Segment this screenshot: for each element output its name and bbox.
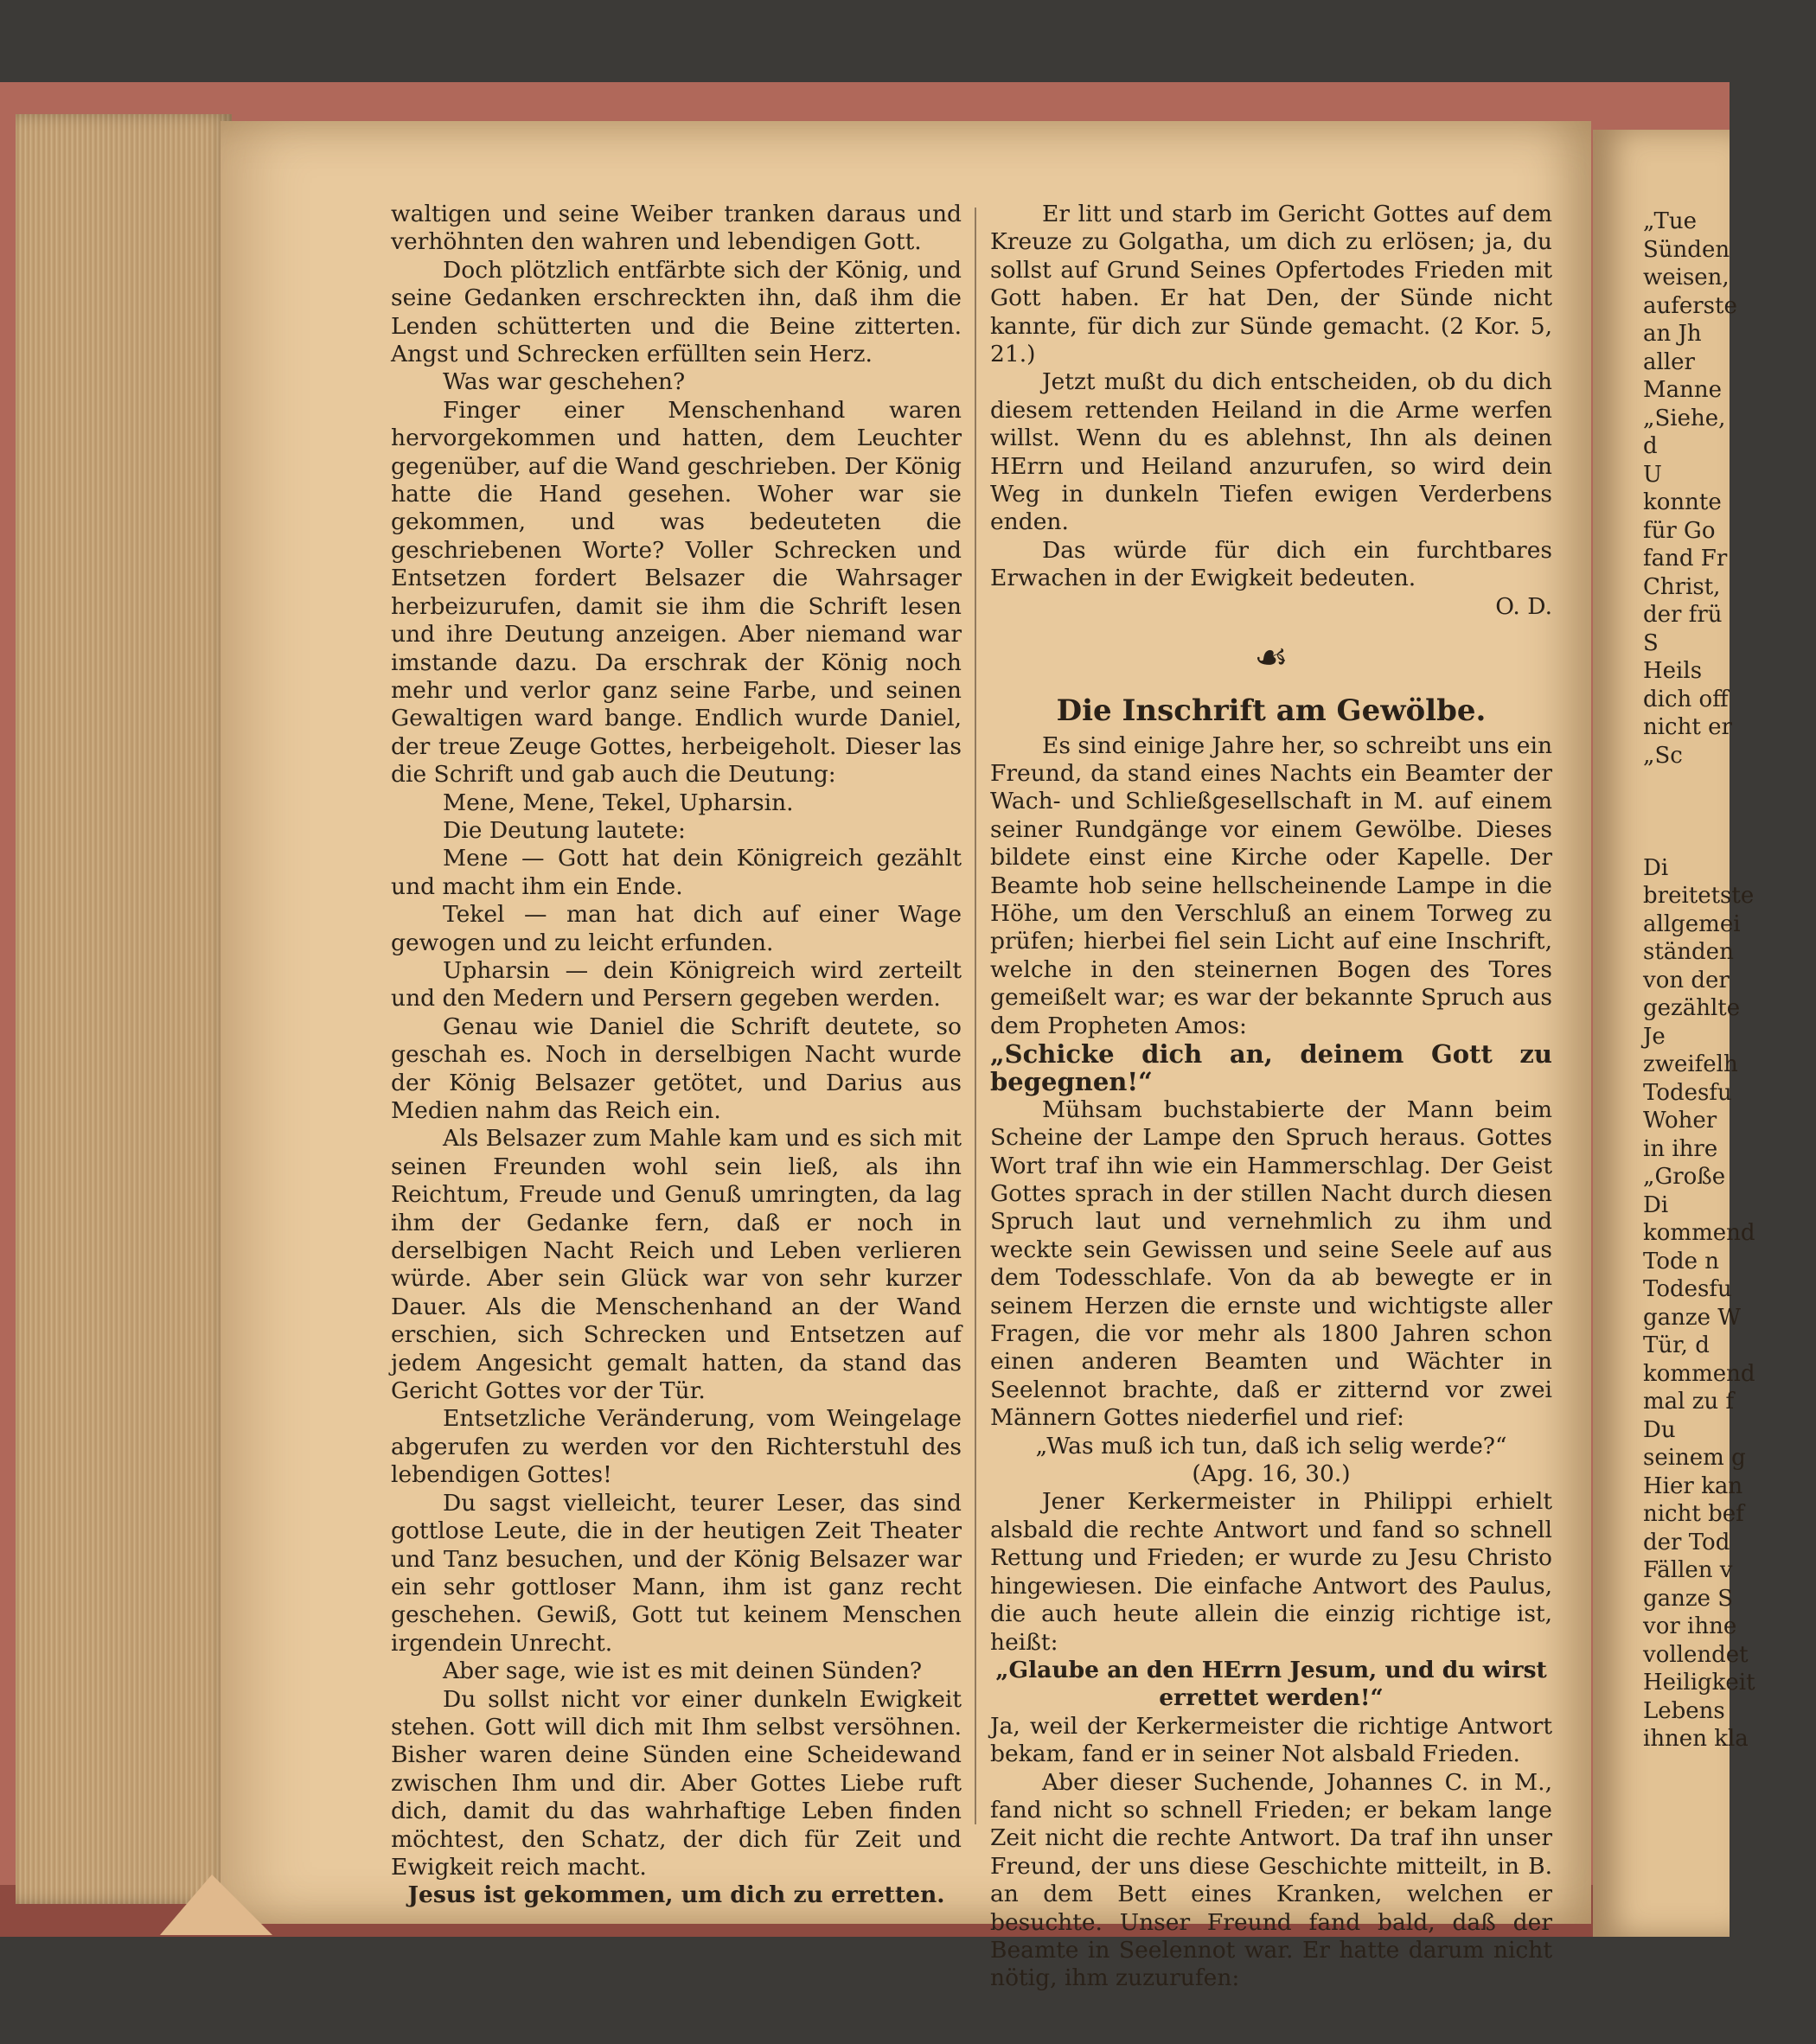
next-page-line: fand Fr [1643,546,1728,572]
left-column-paragraph: Upharsin — dein Königreich wird zerteilt und den Medern und Persern gegeben werden. [391,956,962,1012]
next-page-line: „Große [1643,1164,1726,1190]
next-page-line: aller [1643,348,1695,375]
next-page-line: ganze S [1643,1585,1734,1612]
next-page-line: „Sc [1643,742,1683,769]
next-page-line: ganze W [1643,1304,1741,1331]
left-column-paragraph: waltigen und seine Weiber tranken daraus und verhöhnten den wahren und lebendigen Gott. [391,201,962,256]
next-page-line: Di [1643,1191,1669,1218]
next-page-line: Todesfu [1643,1079,1732,1106]
next-page-line: dich off [1643,686,1729,712]
next-page-line: S [1643,629,1659,656]
left-column-paragraph: Doch plötzlich entfärbte sich der König, und seine Gedanken erschreckten ihn, daß ihm die Lenden schütterten und die Beine zitterten. Angst und Schrecken erfüllten sein Herz. [391,256,962,368]
next-page-line: Christ, [1643,573,1721,600]
signature: O. D. [1495,592,1552,620]
next-page-line: von der [1643,967,1730,993]
next-page-line: Du [1643,1416,1676,1443]
next-page-line: gezählte [1643,995,1741,1021]
next-page-line [1643,826,1816,854]
next-page-line [1643,770,1816,798]
next-page-line: d [1643,433,1658,459]
next-page-line: der frü [1643,602,1723,628]
next-page-line: U [1643,461,1662,488]
left-column [391,201,962,1910]
left-column-paragraph: Du sagst vielleicht, teurer Leser, das sind gottlose Leute, die in der heutigen Zeit Theater und Tanz besuchen, und der König Belsazer war ein sehr gottloser Mann, ihm ist ganz recht geschehen. Gewiß, Gott tut keinem Menschen irgendein Unrecht. [391,1489,962,1657]
middle-column-top-paragraph: Er litt und starb im Gericht Gottes auf dem Kreuze zu Golgatha, um dich zu erlösen; ja, du sollst auf Grund Seines Opfertodes Frieden mit Gott haben. Er hat Den, der Sünde nicht kannte, für dich zur Sünde gemacht. (2 Kor. 5, 21.) [990,201,1552,368]
left-column-paragraph: Mene — Gott hat dein Königreich gezählt und macht ihm ein Ende. [391,845,962,900]
next-page-line: Je [1643,1023,1666,1050]
next-page-line: Manne [1643,377,1722,403]
left-column-paragraph: Mene, Mene, Tekel, Upharsin. [443,789,794,816]
article-body [990,732,1552,1993]
left-column-paragraph: Jesus ist gekommen, um dich zu erretten. [407,1881,945,1909]
next-page-line: Heiligkeit [1643,1670,1755,1696]
page-corner-tab [160,1875,272,1935]
next-page-line: vollendet [1643,1641,1749,1668]
left-column-paragraph: Als Belsazer zum Mahle kam und es sich mit seinen Freunden wohl sein ließ, als ihn Reichtum, Freude und Genuß umringten, da lag ihm der Gedanke fern, daß er noch in derselbigen Nacht Reich und Leben verlieren würde. Aber sein Glück war von sehr kurzer Dauer. Als die Menschenhand an der Wand erschien, sich Schrecken und Entsetzen auf jedem Angesicht gemalt hatten, da stand das Gericht Gottes vor der Tür. [391,1125,962,1405]
next-page-line: allgemei [1643,910,1741,937]
left-column-paragraph: Die Deutung lautete: [443,816,686,844]
middle-column-article-paragraph: Ja, weil der Kerkermeister die richtige Antwort bekam, fand er in seiner Not alsbald Frieden. [990,1712,1552,1768]
next-page-line: der Tod [1643,1529,1730,1555]
next-page-line: „Tue [1643,208,1698,234]
next-page-line: vor ihne [1643,1613,1737,1639]
next-page-line: Fällen v [1643,1557,1733,1583]
next-page-line: Hier kan [1643,1472,1743,1499]
middle-column-article-paragraph: Aber dieser Suchende, Johannes C. in M., fand nicht so schnell Frieden; er bekam lange Zeit nicht die rechte Antwort. Da traf ihn unser Freund, der uns diese Geschichte mitteilt, in B. an dem Bett eines Kranken, welchen er besuchte. Unser Freund fand bald, daß der Beamte in Seelennot war. Er hatte darum nicht nötig, ihm zuzurufen: [990,1768,1552,1992]
middle-column-article-paragraph: Jener Kerkermeister in Philippi erhielt alsbald die rechte Antwort und fand so schnell Rettung und Frieden; er wurde zu Jesu Christo hingewiesen. Die einfache Antwort des Paulus, die auch heute allein die einzig richtige ist, heißt: [990,1488,1552,1656]
middle-column-top-paragraph: Jetzt mußt du dich entscheiden, ob du dich diesem rettenden Heiland in die Arme werfen willst. Wenn du es ablehnst, Ihn als deinen HErrn und Heiland anzurufen, so wird dein Weg in dunkeln Tiefen ewigen Verderbens enden. [990,368,1552,536]
middle-column-article-paragraph: „Glaube an den HErrn Jesum, und du wirst errettet werden!“ [995,1656,1547,1712]
next-page-line [1643,798,1816,827]
next-page-line: auferste [1643,292,1737,319]
next-page-line: nicht bef [1643,1501,1744,1527]
left-column-paragraph: Finger einer Menschenhand waren hervorgekommen und hatten, dem Leuchter gegenüber, auf die Wand geschrieben. Der König hatte die Hand gesehen. Woher war sie gekommen, und was bedeuteten die geschriebenen Worte? Voller Schrecken und Entsetzen fordert Belsazer die Wahrsager herbeizurufen, damit sie ihm die Schrift lesen und ihre Deutung anzeigen. Aber niemand war imstande dazu. Da erschrak der König noch mehr und verlor ganz seine Farbe, und seinen Gewaltigen ward bange. Endlich wurde Daniel, der treue Zeuge Gottes, herbeigeholt. Dieser las die Schrift und gab auch die Deutung: [391,396,962,789]
next-page-line: Lebens [1643,1697,1725,1724]
next-page-line: mal zu f [1643,1389,1735,1415]
next-page-line: weisen, [1643,265,1730,291]
next-page-line: zweifelh [1643,1051,1738,1077]
next-page-line: in ihre [1643,1135,1718,1162]
left-column-paragraph: Tekel — man hat dich auf einer Wage gewogen und zu leicht erfunden. [391,901,962,956]
next-page-line: nicht er [1643,714,1732,740]
middle-column-article-paragraph: „Schicke dich an, deinem Gott zu begegnen!“ [990,1038,1552,1097]
left-column-paragraph: Aber sage, wie ist es mit deinen Sünden? [443,1658,923,1685]
page-stack-edge [16,114,232,1904]
left-column-paragraph: Genau wie Daniel die Schrift deutete, so geschah es. Noch in derselbigen Nacht wurde der König Belsazer getötet, und Darius aus Medien nahm das Reich ein. [391,1012,962,1124]
middle-column-article-paragraph: Mühsam buchstabierte der Mann beim Scheine der Lampe den Spruch heraus. Gottes Wort traf ihn wie ein Hammerschlag. Der Geist Gottes sprach in der stillen Nacht durch diesen Spruch laut und vernehmlich zu ihm und weckte sein Gewissen und seine Seele auf aus dem Todesschlafe. Von da ab bewegte er in seinem Herzen die ernste und wichtigste aller Fragen, die vor mehr als 1800 Jahren schon einen anderen Beamten und Wächter in Seelennot brachte, daß er zitternd vor zwei Männern Gottes niederfiel und rief: [990,1095,1552,1432]
next-page-line: „Siehe, [1643,405,1726,431]
next-page-line: kommend [1643,1220,1755,1246]
next-page-line: Sünden [1643,236,1730,263]
middle-column-top-paragraph: Das würde für dich ein furchtbares Erwachen in der Ewigkeit bedeuten. [990,536,1552,592]
left-column-paragraph: Was war geschehen? [443,368,686,396]
next-page-line: seinem g [1643,1445,1746,1471]
next-page-line: konnte [1643,489,1722,515]
middle-column-article-paragraph: Es sind einige Jahre her, so schreibt uns ein Freund, da stand eines Nachts ein Beamter der Wach- und Schließgesellschaft in M. auf einem seiner Rundgänge vor einem Gewölbe. Dieses bildete einst eine Kirche oder Kapelle. Der Beamte hob seine hellscheinende Lampe in die Höhe, um den Verschluß an einem Torweg zu prüfen; hierbei fiel sein Licht auf eine Inschrift, welche in den steinernen Bogen des Tores gemeißelt war; es war der bekannte Spruch aus dem Propheten Amos: [990,731,1553,1039]
next-page-line: Woher [1643,1108,1717,1134]
next-page-line: ihnen kla [1643,1726,1749,1752]
left-column-paragraph: Du sollst nicht vor einer dunkeln Ewigkeit stehen. Gott will dich mit Ihm selbst versöhnen. Bisher waren deine Sünden eine Scheidewand zwischen Ihm und dir. Aber Gottes Liebe ruft dich, damit du das wahrhaftige Leben finden möchtest, den Schatz, der dich für Zeit und Ewigkeit reich macht. [391,1685,962,1881]
article-title: Die Inschrift am Gewölbe. [1056,693,1487,729]
next-page-line: an Jh [1643,321,1702,347]
next-page-line: Tür, d [1643,1332,1710,1358]
next-page-line: Di [1643,854,1669,881]
middle-column-article-paragraph: „Was muß ich tun, daß ich selig werde?“ [1035,1432,1507,1460]
next-page-line: Todesfu [1643,1276,1732,1302]
ornament-divider: ☙ [1254,636,1288,680]
next-page-line: ständen [1643,939,1734,965]
next-page-line: für Go [1643,517,1716,544]
next-page-line: Tode n [1643,1248,1720,1274]
middle-column-article-paragraph: (Apg. 16, 30.) [1192,1460,1351,1488]
next-page-column-fragment [1643,208,1816,1753]
column-divider [975,208,976,1824]
next-page-line: Heils [1643,658,1703,684]
left-column-paragraph: Entsetzliche Veränderung, vom Weingelage abgerufen zu werden vor den Richterstuhl des lebendigen Gottes! [391,1405,962,1489]
middle-column [990,201,1552,1993]
next-page-line: kommend [1643,1360,1755,1387]
next-page-line: breitetste [1643,883,1755,909]
middle-column-top-text [990,201,1552,593]
